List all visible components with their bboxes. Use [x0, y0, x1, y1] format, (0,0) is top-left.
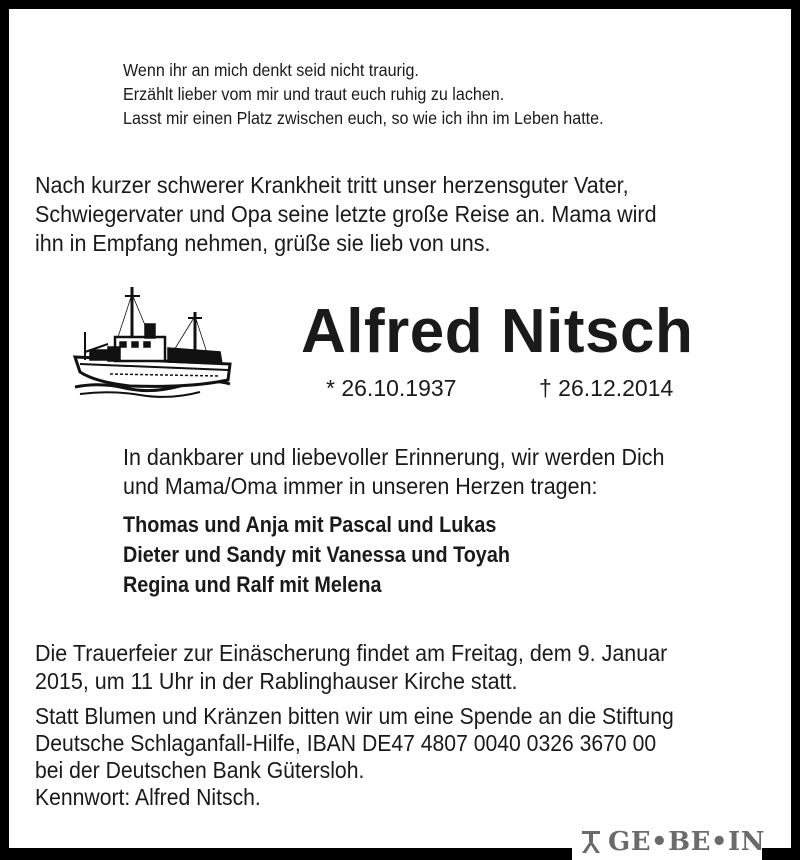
memory-paragraph: [123, 443, 665, 501]
service-line: 2015, um 11 Uhr in der Rablinghauser Kirche statt.: [35, 668, 518, 694]
funeral-service-paragraph: [35, 639, 667, 695]
intro-line: Nach kurzer schwerer Krankheit tritt unser herzensguter Vater,: [35, 172, 629, 198]
poem-block: [123, 58, 604, 130]
family-member-line: Regina und Ralf mit Melena: [123, 572, 382, 597]
birth-date: * 26.10.1937: [326, 375, 457, 401]
deceased-name: Alfred Nitsch: [301, 297, 694, 366]
donation-line: Kennwort: Alfred Nitsch.: [35, 784, 261, 810]
intro-paragraph: [35, 171, 657, 258]
intro-line: ihn in Empfang nehmen, grüße sie lieb von uns.: [35, 230, 491, 256]
memory-line: In dankbarer und liebevoller Erinnerung, wir werden Dich: [123, 444, 665, 470]
family-member-line: Dieter und Sandy mit Vanessa und Toyah: [123, 542, 510, 567]
intro-line: Schwiegervater und Opa seine letzte große Reise an. Mama wird: [35, 201, 657, 227]
poem-line: Wenn ihr an mich denkt seid nicht traurig.: [123, 60, 419, 80]
gebein-logo-icon: [580, 830, 602, 854]
ship-icon: [70, 282, 235, 407]
service-line: Die Trauerfeier zur Einäscherung findet am Freitag, dem 9. Januar: [35, 640, 668, 666]
donation-line: bei der Deutschen Bank Gütersloh.: [35, 757, 365, 783]
logo-text: GE•BE•IN: [608, 827, 765, 857]
memory-line: und Mama/Oma immer in unseren Herzen tragen:: [123, 473, 598, 499]
family-list: [123, 510, 510, 600]
publisher-logo: [580, 826, 765, 858]
death-date: † 26.12.2014: [539, 375, 674, 401]
poem-line: Erzählt lieber vom mir und traut euch ruhig zu lachen.: [123, 84, 505, 104]
poem-line: Lasst mir einen Platz zwischen euch, so wie ich ihn im Leben hatte.: [123, 108, 604, 128]
donation-line: Deutsche Schlaganfall-Hilfe, IBAN DE47 4807 0040 0326 3670 00: [35, 730, 657, 756]
family-member-line: Thomas und Anja mit Pascal und Lukas: [123, 512, 497, 537]
donation-paragraph: [35, 703, 674, 811]
donation-line: Statt Blumen und Kränzen bitten wir um eine Spende an die Stiftung: [35, 703, 674, 729]
